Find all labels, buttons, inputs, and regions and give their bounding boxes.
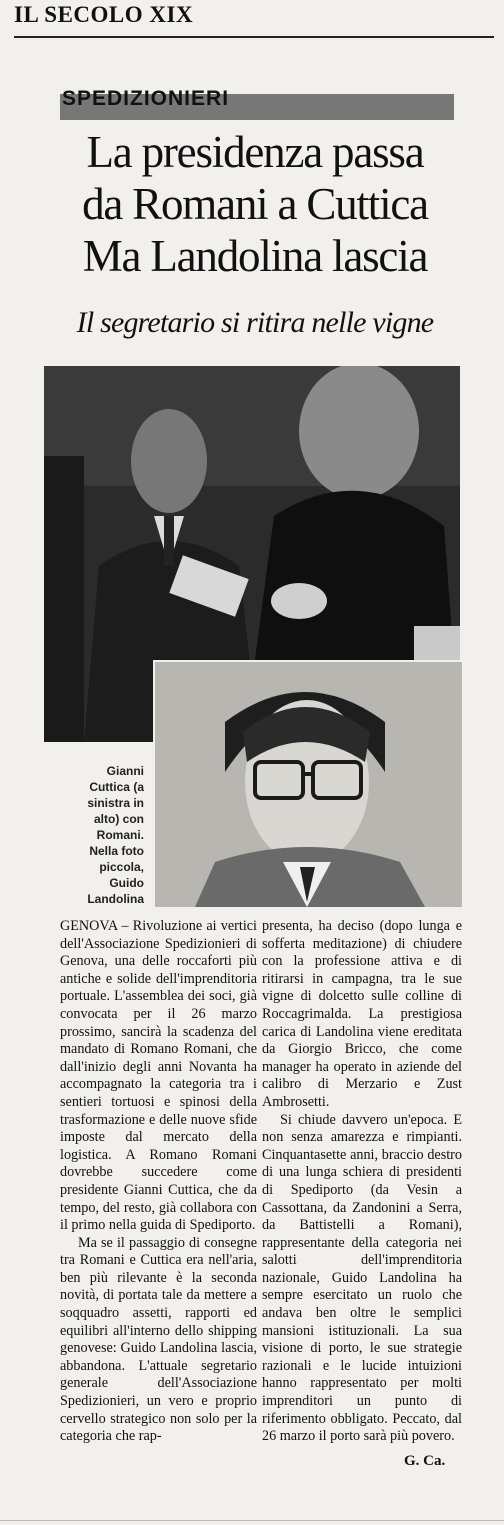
photo-inset [153,660,464,909]
photo-inset-image [155,662,462,907]
headline-line-1: La presidenza passa [86,127,424,177]
masthead-rule [14,36,494,38]
article-column-right [262,918,462,1446]
article-paragraph: presenta, ha deciso (dopo lunga e sofferta meditazione) di chiudere con la professione attiva e di ritirarsi in campagna, tra le sue vigne di dolcetto sulle colline di Roccagrimalda. La prestigiosa carica di Landolina viene ereditata da Giorgio Bricco, che come manager ha operato in aziende del calibro di Merzario e Zust Ambrosetti. [262,918,462,1110]
caption-line: piccola, [99,860,144,874]
caption-line: Romani. [96,828,144,842]
author-signature: G. Ca. [404,1453,446,1469]
caption-line: Landolina [87,892,144,906]
section-label: SPEDIZIONIERI [62,87,230,110]
photo-caption [60,763,144,907]
article-paragraph: Ma se il passaggio di consegne tra Romani e Cuttica era nell'aria, ben più rilevante è la seconda novità, di portata tale da mettere a soqquadro assetti, rapporti ed equilibri all'interno dello shipping genovese: Guido Landolina lascia, abbandona. L'attuale segretario generale dell'Associazione Spedizionieri, un vero e proprio cervello strategico non solo per la categoria che rap- [60,1234,257,1445]
article-paragraph: Si chiude davvero un'epoca. E non senza amarezza e rimpianti. Cinquantasette anni, braccio destro di una lunga schiera di presidenti di Spediporto (da Vesin a Cassottana, da Zandonini a Serra, da Battistelli a Romani), rappresentante della categoria nei salotti dell'imprenditoria nazionale, Guido Landolina ha sempre esercitato un ruolo che andava ben oltre le semplici mansioni istituzionali. La sua visione di porto, le sue strategie razionali e le lucide intuizioni hanno rappresentato per molti imprenditori un punto di riferimento obbligato. Peccato, dal 26 marzo il porto sarà più povero. [262,1111,462,1445]
headline-line-2: da Romani a Cuttica [82,179,428,229]
caption-line: alto) con [94,812,144,826]
article-paragraph: GENOVA – Rivoluzione ai vertici dell'Associazione Spedizionieri di Genova, una delle roccaforti più antiche e solide dell'imprenditoria portuale. L'assemblea dei soci, già convocata per il 26 marzo prossimo, sancirà la scadenza del mandato di Romano Romani, che dall'inizio degli anni Novanta ha accompagnato la categoria tra i sentieri tortuosi e spinosi della trasformazione e delle nuove sfide imposte dal mercato della logistica. A Romano Romani dovrebbe succedere come presidente Gianni Cuttica, che da tempo, del resto, già collabora con il primo nella guida di Spediporto. [60,918,257,1234]
masthead: IL SECOLO XIX [14,2,194,27]
caption-line: Guido [109,876,144,890]
caption-line: sinistra in [87,796,144,810]
caption-line: Cuttica (a [89,780,144,794]
subhead: Il segretario si ritira nelle vigne [76,306,434,339]
headline-line-3: Ma Landolina lascia [82,231,428,281]
article-column-left [60,918,257,1446]
caption-line: Gianni [106,764,144,778]
bottom-rule [0,1520,504,1521]
headline [20,126,490,282]
caption-line: Nella foto [89,844,144,858]
